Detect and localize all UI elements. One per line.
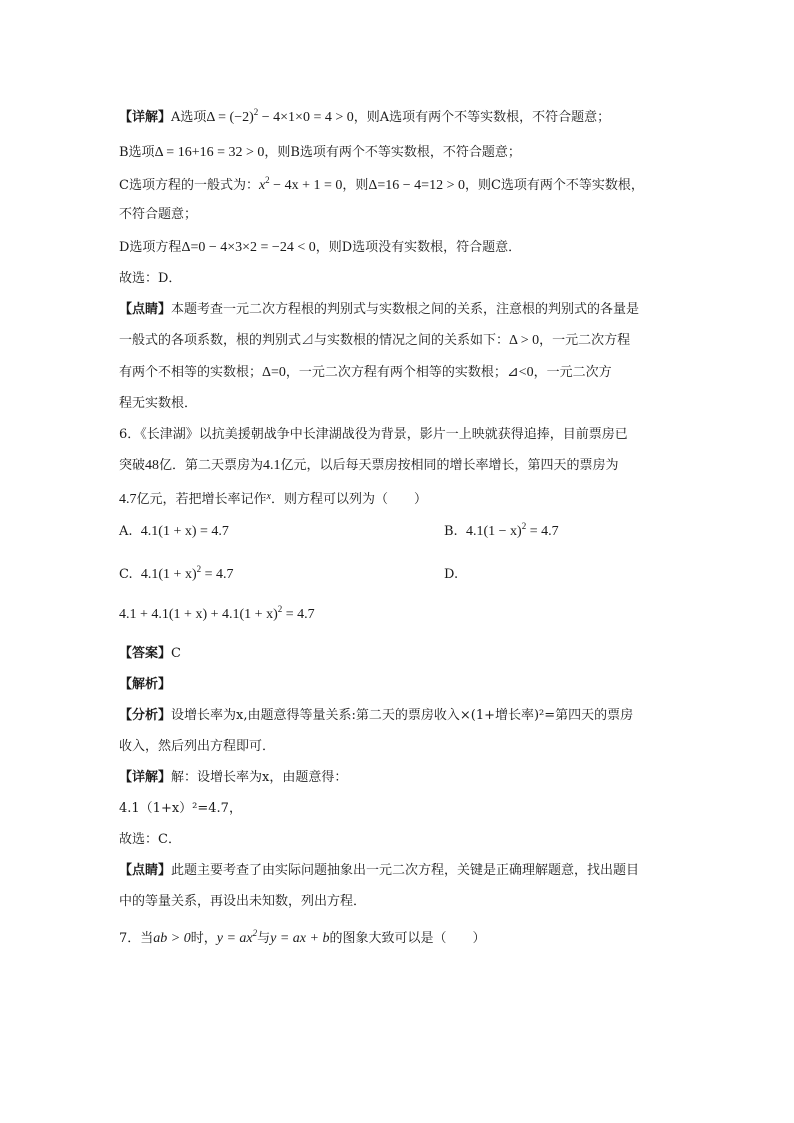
answer-value: C: [171, 646, 181, 661]
q6-choice: 故选：C．: [119, 832, 181, 847]
q6-detail-1: 【详解】解：设增长率为x，由题意得：: [119, 770, 348, 785]
analysis-sub-tag: 【分析】: [119, 708, 172, 723]
q5-comment-3: 有两个不相等的实数根；Δ=0，一元二次方程有两个相等的实数根；⊿<0，一元二次方: [119, 365, 612, 380]
q6-answer: [119, 644, 181, 664]
q6-comment-2: 中的等量关系，再设出未知数，列出方程．: [119, 894, 367, 909]
q6-option-c[interactable]: [119, 565, 234, 585]
answer-tag: 【答案】: [119, 646, 172, 661]
q5-comment-2: 一般式的各项系数，根的判别式⊿与实数根的情况之间的关系如下：Δ > 0，一元二次方程: [119, 333, 631, 348]
q5-detail-line-b: B选项Δ = 16+16 = 32 > 0，则B选项有两个不等实数根，不符合题意；: [119, 145, 521, 160]
option-a-label: A.: [119, 524, 133, 539]
option-b-equation: $4.1(1 - x)^2 = 4.7$: [465, 521, 559, 539]
comment-tag: 【点睛】: [119, 863, 172, 878]
q6-stem-2: 突破48亿．第二天票房为4.1亿元，以后每天票房按相同的增长率增长，第四天的票房为: [119, 458, 619, 473]
q6-option-d-equation: $4.1 + 4.1(1 + x) + 4.1(1 + x)^2 = 4.7$: [119, 604, 315, 622]
detail-tag: 【详解】: [119, 770, 172, 785]
q6-comment-1: 【点睛】此题主要考查了由实际问题抽象出一元二次方程，关键是正确理解题意，找出题目: [119, 863, 640, 878]
option-a-equation: 4.1(1 + x) = 4.7: [140, 524, 229, 539]
comment-tag: 【点睛】: [119, 302, 172, 317]
q6-detail-2: 4.1（1+x）²=4.7，: [119, 801, 242, 816]
q6-stem-3: 4.7亿元，若把增长率记作$^x$．则方程可以列为（ ）: [119, 491, 427, 507]
q5-comment-4: 程无实数根．: [119, 396, 198, 411]
q5-detail-line-d: D选项方程Δ=0 − 4×3×2 = −24 < 0，则D选项没有实数根，符合题意．: [119, 240, 522, 255]
q6-analysis-tag: 【解析】: [119, 677, 172, 692]
q5-detail-line-c: C选项方程的一般式为：$x^2 - 4x + 1 = 0$，则Δ=16 − 4=12 > 0，则C选项有两个不等实数根，: [119, 175, 644, 193]
detail-tag: 【详解】: [119, 110, 172, 125]
option-b-label: B.: [444, 524, 458, 539]
q6-option-a[interactable]: [119, 522, 229, 542]
q7-stem: 7．当ab > 0时，$y = ax^2$与y = ax + b的图象大致可以是（ ）: [119, 928, 486, 946]
option-d-label: D.: [444, 567, 459, 582]
option-c-equation: $4.1(1 + x)^2 = 4.7$: [140, 564, 234, 582]
q5-detail-line-c-cont: 不符合题意；: [119, 207, 198, 222]
option-c-label: C.: [119, 567, 133, 582]
q5-choice: 故选：D．: [119, 271, 182, 286]
q6-analysis-1: 【分析】设增长率为x,由题意得等量关系:第二天的票房收入×(1+增长率)²=第四天的票房: [119, 708, 634, 723]
q5-detail-line-a: 【详解】A选项$\Delta = (-2)^2 - 4\times 1\times 0 = 4 > 0$，则A选项有两个不等实数根，不符合题意；: [119, 107, 611, 125]
q6-stem-1: 6．《长津湖》以抗美援朝战争中长津湖战役为背景，影片一上映就获得追捧，目前票房已: [119, 427, 628, 442]
q6-option-b[interactable]: [444, 522, 559, 542]
q6-option-d[interactable]: [444, 565, 458, 585]
q6-analysis-2: 收入，然后列出方程即可．: [119, 739, 276, 754]
q5-comment-1: 【点睛】本题考查一元二次方程根的判别式与实数根之间的关系，注意根的判别式的各量是: [119, 302, 640, 317]
